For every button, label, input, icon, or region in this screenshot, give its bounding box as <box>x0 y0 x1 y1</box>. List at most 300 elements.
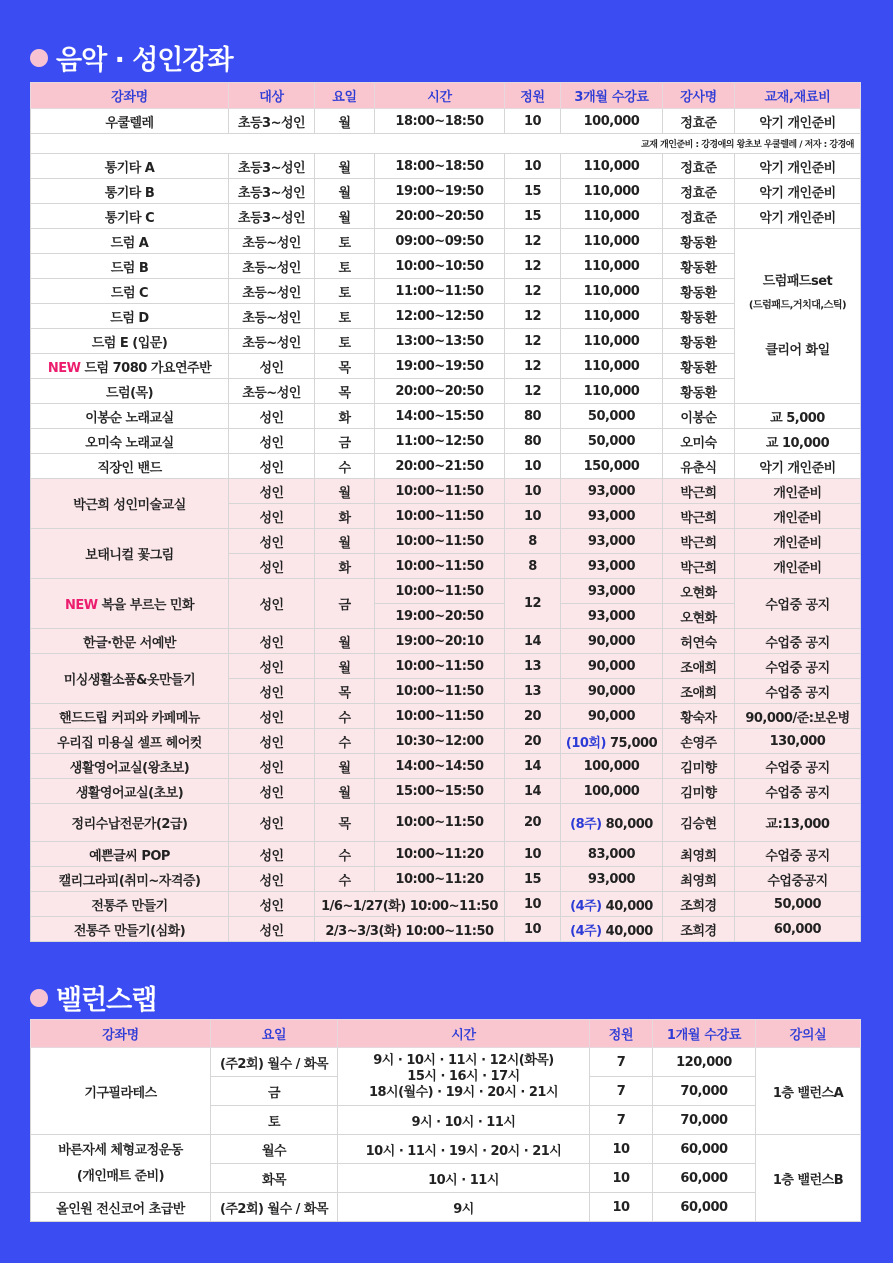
course-material: 50,000 <box>735 892 861 917</box>
balance-header-row <box>31 1020 861 1048</box>
course-fee: 80,000 <box>605 817 653 832</box>
course-teacher: 이봉순 <box>663 404 735 429</box>
course-target: 초등~성인 <box>229 304 315 329</box>
course-target: 성인 <box>229 704 315 729</box>
course-name: 전통주 만들기 <box>31 892 229 917</box>
table-row <box>31 429 861 454</box>
course-teacher: 오현화 <box>663 579 735 604</box>
course-material: 교:13,000 <box>735 804 861 842</box>
header-room: 강의실 <box>756 1020 861 1048</box>
course-capacity: 8 <box>505 529 561 554</box>
table-row <box>31 1135 861 1164</box>
course-capacity: 15 <box>505 179 561 204</box>
course-name: 통기타 B <box>31 179 229 204</box>
course-name: 드럼(목) <box>31 379 229 404</box>
course-day: 월 <box>315 754 375 779</box>
course-time: 10:00~11:50 <box>375 479 505 504</box>
course-fee: 110,000 <box>561 379 663 404</box>
course-time: 10:00~11:50 <box>375 704 505 729</box>
course-target: 성인 <box>229 404 315 429</box>
table-row <box>31 842 861 867</box>
table-row <box>31 729 861 754</box>
course-fee: 60,000 <box>653 1164 756 1193</box>
course-target: 초등3~성인 <box>229 204 315 229</box>
course-time: 19:00~20:50 <box>375 604 505 629</box>
course-teacher: 손영주 <box>663 729 735 754</box>
course-time: 10:00~11:50 <box>375 804 505 842</box>
course-name: 예쁜글씨 POP <box>31 842 229 867</box>
table-row <box>31 804 861 842</box>
course-name: 우쿨렐레 <box>31 109 229 134</box>
course-day: 월 <box>315 654 375 679</box>
course-material: 개인준비 <box>735 479 861 504</box>
course-fee: 110,000 <box>561 229 663 254</box>
course-name: 드럼 B <box>31 254 229 279</box>
course-day: 화 <box>315 404 375 429</box>
music-title-text: 음악 · 성인강좌 <box>56 45 233 76</box>
course-time: 19:00~20:10 <box>375 629 505 654</box>
course-target: 성인 <box>229 804 315 842</box>
table-row <box>31 454 861 479</box>
table-row <box>31 892 861 917</box>
course-material: 130,000 <box>735 729 861 754</box>
course-target: 초등~성인 <box>229 329 315 354</box>
course-time: 20:00~20:50 <box>375 204 505 229</box>
course-teacher: 황동환 <box>663 229 735 254</box>
time-line-2: 15시 · 16시 · 17시 <box>407 1068 520 1084</box>
course-target: 성인 <box>229 917 315 942</box>
course-target: 성인 <box>229 842 315 867</box>
course-fee: 90,000 <box>561 704 663 729</box>
course-fee: 150,000 <box>561 454 663 479</box>
course-target: 성인 <box>229 892 315 917</box>
course-capacity: 12 <box>505 379 561 404</box>
course-teacher: 박근희 <box>663 479 735 504</box>
course-teacher: 정효준 <box>663 154 735 179</box>
course-fee-cell <box>561 917 663 942</box>
course-fee: 93,000 <box>561 604 663 629</box>
course-time: 19:00~19:50 <box>375 354 505 379</box>
course-day: 금 <box>211 1077 338 1106</box>
course-target: 성인 <box>229 529 315 554</box>
course-target: 성인 <box>229 354 315 379</box>
course-time: 20:00~20:50 <box>375 379 505 404</box>
course-time: 10:00~10:50 <box>375 254 505 279</box>
course-teacher: 정효준 <box>663 204 735 229</box>
course-capacity: 13 <box>505 679 561 704</box>
course-time: 10:00~11:50 <box>375 579 505 604</box>
course-day: 수 <box>315 704 375 729</box>
course-name-new <box>31 354 229 379</box>
course-fee: 110,000 <box>561 279 663 304</box>
table-row <box>31 479 861 504</box>
course-teacher: 김미향 <box>663 754 735 779</box>
course-fee: 110,000 <box>561 204 663 229</box>
table-row <box>31 1193 861 1222</box>
course-fee: 93,000 <box>561 504 663 529</box>
header-material: 교재,재료비 <box>735 83 861 109</box>
course-name: 한글·한문 서예반 <box>31 629 229 654</box>
course-name: 드럼 7080 가요연주반 <box>84 360 212 376</box>
header-teacher: 강사명 <box>663 83 735 109</box>
course-time: 9시 <box>338 1193 590 1222</box>
course-capacity: 80 <box>505 404 561 429</box>
course-capacity: 12 <box>505 279 561 304</box>
drum-material-1: 드럼패드set <box>762 274 833 289</box>
table-row <box>31 204 861 229</box>
course-time: 20:00~21:50 <box>375 454 505 479</box>
table-row <box>31 109 861 134</box>
course-material: 개인준비 <box>735 554 861 579</box>
course-day: 목 <box>315 679 375 704</box>
session-count: (8주) <box>570 817 602 832</box>
course-material: 악기 개인준비 <box>735 154 861 179</box>
course-capacity: 13 <box>505 654 561 679</box>
course-fee: 110,000 <box>561 304 663 329</box>
course-day: 금 <box>315 429 375 454</box>
course-name <box>31 1135 211 1193</box>
course-day: 목 <box>315 379 375 404</box>
course-name: 보태니컬 꽃그림 <box>31 529 229 579</box>
course-target: 초등~성인 <box>229 379 315 404</box>
course-day: 월 <box>315 529 375 554</box>
music-header-row <box>31 83 861 109</box>
course-name: 통기타 C <box>31 204 229 229</box>
course-material: 악기 개인준비 <box>735 204 861 229</box>
course-teacher: 황동환 <box>663 304 735 329</box>
course-name: 생활영어교실(초보) <box>31 779 229 804</box>
table-row <box>31 704 861 729</box>
course-fee: 93,000 <box>561 554 663 579</box>
course-material: 수업중 공지 <box>735 842 861 867</box>
course-name: 생활영어교실(왕초보) <box>31 754 229 779</box>
course-teacher: 황숙자 <box>663 704 735 729</box>
course-day: 월 <box>315 479 375 504</box>
course-time: 11:00~12:50 <box>375 429 505 454</box>
course-teacher: 황동환 <box>663 379 735 404</box>
course-fee: 93,000 <box>561 529 663 554</box>
table-row <box>31 579 861 604</box>
course-name: 박근희 성인미술교실 <box>31 479 229 529</box>
course-time: 15:00~15:50 <box>375 779 505 804</box>
course-name: 전통주 만들기(심화) <box>31 917 229 942</box>
course-day: 월수 <box>211 1135 338 1164</box>
course-fee: 50,000 <box>561 404 663 429</box>
new-badge: NEW <box>64 598 98 613</box>
course-day: 화 <box>315 554 375 579</box>
course-teacher: 오현화 <box>663 604 735 629</box>
course-time: 10:00~11:50 <box>375 554 505 579</box>
time-line-1: 9시 · 10시 · 11시 · 12시(화목) <box>373 1052 554 1068</box>
drum-material-3: 클리어 화일 <box>765 343 830 358</box>
course-capacity: 10 <box>505 154 561 179</box>
course-capacity: 12 <box>505 329 561 354</box>
course-time: 13:00~13:50 <box>375 329 505 354</box>
new-badge: NEW <box>47 360 81 376</box>
course-material: 교 5,000 <box>735 404 861 429</box>
course-capacity: 12 <box>505 304 561 329</box>
course-day: 화목 <box>211 1164 338 1193</box>
course-target: 초등~성인 <box>229 279 315 304</box>
course-room: 1층 밸런스B <box>756 1135 861 1222</box>
course-day: 화 <box>315 504 375 529</box>
course-material: 개인준비 <box>735 504 861 529</box>
header-fee: 1개월 수강료 <box>653 1020 756 1048</box>
course-fee: 100,000 <box>561 109 663 134</box>
course-material: 악기 개인준비 <box>735 454 861 479</box>
note-row <box>31 134 861 154</box>
course-material: 60,000 <box>735 917 861 942</box>
course-time: 19:00~19:50 <box>375 179 505 204</box>
header-capacity: 정원 <box>505 83 561 109</box>
course-room: 1층 밸런스A <box>756 1048 861 1135</box>
course-name: 직장인 밴드 <box>31 454 229 479</box>
course-fee: 40,000 <box>605 898 653 914</box>
course-capacity: 15 <box>505 204 561 229</box>
course-fee: 60,000 <box>653 1135 756 1164</box>
header-capacity: 정원 <box>590 1020 653 1048</box>
header-time: 시간 <box>375 83 505 109</box>
course-capacity: 10 <box>505 504 561 529</box>
course-material: 수업중 공지 <box>735 679 861 704</box>
course-material: 수업중공지 <box>735 867 861 892</box>
course-capacity: 7 <box>590 1106 653 1135</box>
course-fee: 93,000 <box>561 579 663 604</box>
course-name: 미싱생활소품&옷만들기 <box>31 654 229 704</box>
course-material: 수업중 공지 <box>735 779 861 804</box>
time-line-3: 18시(월수) · 19시 · 20시 · 21시 <box>368 1084 559 1100</box>
course-time: 18:00~18:50 <box>375 154 505 179</box>
course-teacher: 유춘식 <box>663 454 735 479</box>
course-time: 10:00~11:20 <box>375 842 505 867</box>
course-capacity: 8 <box>505 554 561 579</box>
course-day: 월 <box>315 109 375 134</box>
table-row <box>31 1048 861 1077</box>
course-name-new <box>31 579 229 629</box>
course-day: 월 <box>315 779 375 804</box>
header-target: 대상 <box>229 83 315 109</box>
course-name: 드럼 E (입문) <box>31 329 229 354</box>
course-fee: 110,000 <box>561 329 663 354</box>
course-target: 성인 <box>229 729 315 754</box>
header-fee: 3개월 수강료 <box>561 83 663 109</box>
course-target: 성인 <box>229 679 315 704</box>
course-target: 초등~성인 <box>229 254 315 279</box>
course-capacity: 10 <box>590 1135 653 1164</box>
course-name: 올인원 전신코어 초급반 <box>31 1193 211 1222</box>
course-time <box>338 1048 590 1106</box>
session-count: (4주) <box>570 923 602 939</box>
course-name-line-1: 바른자세 체형교정운동 <box>58 1142 183 1158</box>
course-time: 10:00~11:50 <box>375 654 505 679</box>
course-capacity: 15 <box>505 867 561 892</box>
course-target: 성인 <box>229 754 315 779</box>
header-course: 강좌명 <box>31 1020 211 1048</box>
balance-course-table <box>30 1019 861 1222</box>
course-day: 월 <box>315 204 375 229</box>
course-target: 성인 <box>229 504 315 529</box>
course-daytime: 1/6~1/27(화) 10:00~11:50 <box>315 892 505 917</box>
course-fee-cell <box>561 729 663 754</box>
course-capacity: 7 <box>590 1077 653 1106</box>
course-capacity: 20 <box>505 804 561 842</box>
course-day: (주2회) 월수 / 화목 <box>211 1193 338 1222</box>
course-capacity: 10 <box>590 1193 653 1222</box>
session-count: (4주) <box>570 898 602 914</box>
course-material: 수업중 공지 <box>735 579 861 629</box>
course-day: 토 <box>315 279 375 304</box>
course-time: 18:00~18:50 <box>375 109 505 134</box>
course-teacher: 허연숙 <box>663 629 735 654</box>
course-daytime: 2/3~3/3(화) 10:00~11:50 <box>315 917 505 942</box>
music-section-title <box>30 38 233 77</box>
course-time: 10:00~11:50 <box>375 679 505 704</box>
course-day: 수 <box>315 729 375 754</box>
course-time: 10:00~11:50 <box>375 529 505 554</box>
course-teacher: 최영희 <box>663 867 735 892</box>
course-day: 토 <box>315 304 375 329</box>
course-fee: 110,000 <box>561 179 663 204</box>
course-material: 수업중 공지 <box>735 654 861 679</box>
course-time: 10:00~11:20 <box>375 867 505 892</box>
course-teacher: 조애희 <box>663 654 735 679</box>
course-fee: 100,000 <box>561 754 663 779</box>
course-capacity: 10 <box>505 479 561 504</box>
course-day: 금 <box>315 579 375 629</box>
header-time: 시간 <box>338 1020 590 1048</box>
course-material: 수업중 공지 <box>735 629 861 654</box>
bullet-dot-icon <box>30 49 48 67</box>
course-day: 토 <box>315 329 375 354</box>
course-fee: 120,000 <box>653 1048 756 1077</box>
course-fee: 93,000 <box>561 867 663 892</box>
course-fee: 100,000 <box>561 779 663 804</box>
course-capacity: 14 <box>505 779 561 804</box>
course-target: 성인 <box>229 579 315 629</box>
course-teacher: 황동환 <box>663 354 735 379</box>
table-row <box>31 917 861 942</box>
course-target: 성인 <box>229 454 315 479</box>
course-capacity: 12 <box>505 254 561 279</box>
drum-material-2: (드럼패드,거치대,스틱) <box>748 300 847 311</box>
course-time: 10시 · 11시 · 19시 · 20시 · 21시 <box>338 1135 590 1164</box>
course-fee: 110,000 <box>561 154 663 179</box>
session-count: (10회) <box>565 735 606 751</box>
course-teacher: 박근희 <box>663 554 735 579</box>
course-name: 드럼 A <box>31 229 229 254</box>
course-material: 수업중 공지 <box>735 754 861 779</box>
course-fee-cell <box>561 892 663 917</box>
drum-material-cell <box>735 229 861 404</box>
course-day: 수 <box>315 842 375 867</box>
course-capacity: 20 <box>505 704 561 729</box>
course-time: 14:00~14:50 <box>375 754 505 779</box>
course-name: 오미숙 노래교실 <box>31 429 229 454</box>
course-teacher: 박근희 <box>663 529 735 554</box>
table-row <box>31 404 861 429</box>
course-capacity: 80 <box>505 429 561 454</box>
table-row <box>31 779 861 804</box>
course-fee-cell <box>561 804 663 842</box>
course-material: 90,000/준:보온병 <box>735 704 861 729</box>
table-row <box>31 754 861 779</box>
header-day: 요일 <box>211 1020 338 1048</box>
course-teacher: 조희경 <box>663 917 735 942</box>
course-day: 수 <box>315 867 375 892</box>
course-time: 10시 · 11시 <box>338 1164 590 1193</box>
course-time: 10:30~12:00 <box>375 729 505 754</box>
balance-section-title <box>30 978 156 1017</box>
course-teacher: 박근희 <box>663 504 735 529</box>
table-row <box>31 229 861 254</box>
course-day: 목 <box>315 354 375 379</box>
course-target: 초등3~성인 <box>229 109 315 134</box>
course-day: 월 <box>315 179 375 204</box>
course-capacity: 12 <box>505 229 561 254</box>
course-capacity: 20 <box>505 729 561 754</box>
course-time: 11:00~11:50 <box>375 279 505 304</box>
music-course-table <box>30 82 861 942</box>
course-time: 09:00~09:50 <box>375 229 505 254</box>
course-day: 토 <box>211 1106 338 1135</box>
course-target: 성인 <box>229 629 315 654</box>
course-teacher: 황동환 <box>663 329 735 354</box>
course-fee: 83,000 <box>561 842 663 867</box>
course-material: 악기 개인준비 <box>735 179 861 204</box>
ukulele-note: 교재 개인준비 : 강경애의 왕초보 우쿨렐레 / 저자 : 강경애 <box>31 134 861 154</box>
course-fee: 60,000 <box>653 1193 756 1222</box>
course-capacity: 14 <box>505 754 561 779</box>
course-teacher: 정효준 <box>663 109 735 134</box>
course-fee: 90,000 <box>561 654 663 679</box>
course-time: 14:00~15:50 <box>375 404 505 429</box>
course-capacity: 10 <box>505 892 561 917</box>
course-capacity: 10 <box>505 109 561 134</box>
course-day: 수 <box>315 454 375 479</box>
course-day: 월 <box>315 629 375 654</box>
course-capacity: 14 <box>505 629 561 654</box>
course-fee: 93,000 <box>561 479 663 504</box>
course-target: 성인 <box>229 779 315 804</box>
course-time: 9시 · 10시 · 11시 <box>338 1106 590 1135</box>
course-name: 우리집 미용실 셀프 헤어컷 <box>31 729 229 754</box>
course-teacher: 정효준 <box>663 179 735 204</box>
table-row <box>31 179 861 204</box>
course-capacity: 10 <box>590 1164 653 1193</box>
course-teacher: 오미숙 <box>663 429 735 454</box>
course-fee: 50,000 <box>561 429 663 454</box>
course-name: 정리수납전문가(2급) <box>31 804 229 842</box>
course-fee: 90,000 <box>561 679 663 704</box>
course-target: 초등3~성인 <box>229 154 315 179</box>
course-name: 핸드드립 커피와 카페메뉴 <box>31 704 229 729</box>
course-day: 목 <box>315 804 375 842</box>
course-capacity: 10 <box>505 454 561 479</box>
balance-title-text: 밸런스랩 <box>56 985 157 1016</box>
course-time: 10:00~11:50 <box>375 504 505 529</box>
course-teacher: 황동환 <box>663 279 735 304</box>
table-row <box>31 629 861 654</box>
course-fee: 70,000 <box>653 1106 756 1135</box>
course-teacher: 김미향 <box>663 779 735 804</box>
course-material: 악기 개인준비 <box>735 109 861 134</box>
course-teacher: 김승현 <box>663 804 735 842</box>
course-capacity: 12 <box>505 354 561 379</box>
course-capacity: 10 <box>505 917 561 942</box>
course-day: (주2회) 월수 / 화목 <box>211 1048 338 1077</box>
course-target: 성인 <box>229 479 315 504</box>
course-name: 복을 부르는 민화 <box>101 598 195 613</box>
